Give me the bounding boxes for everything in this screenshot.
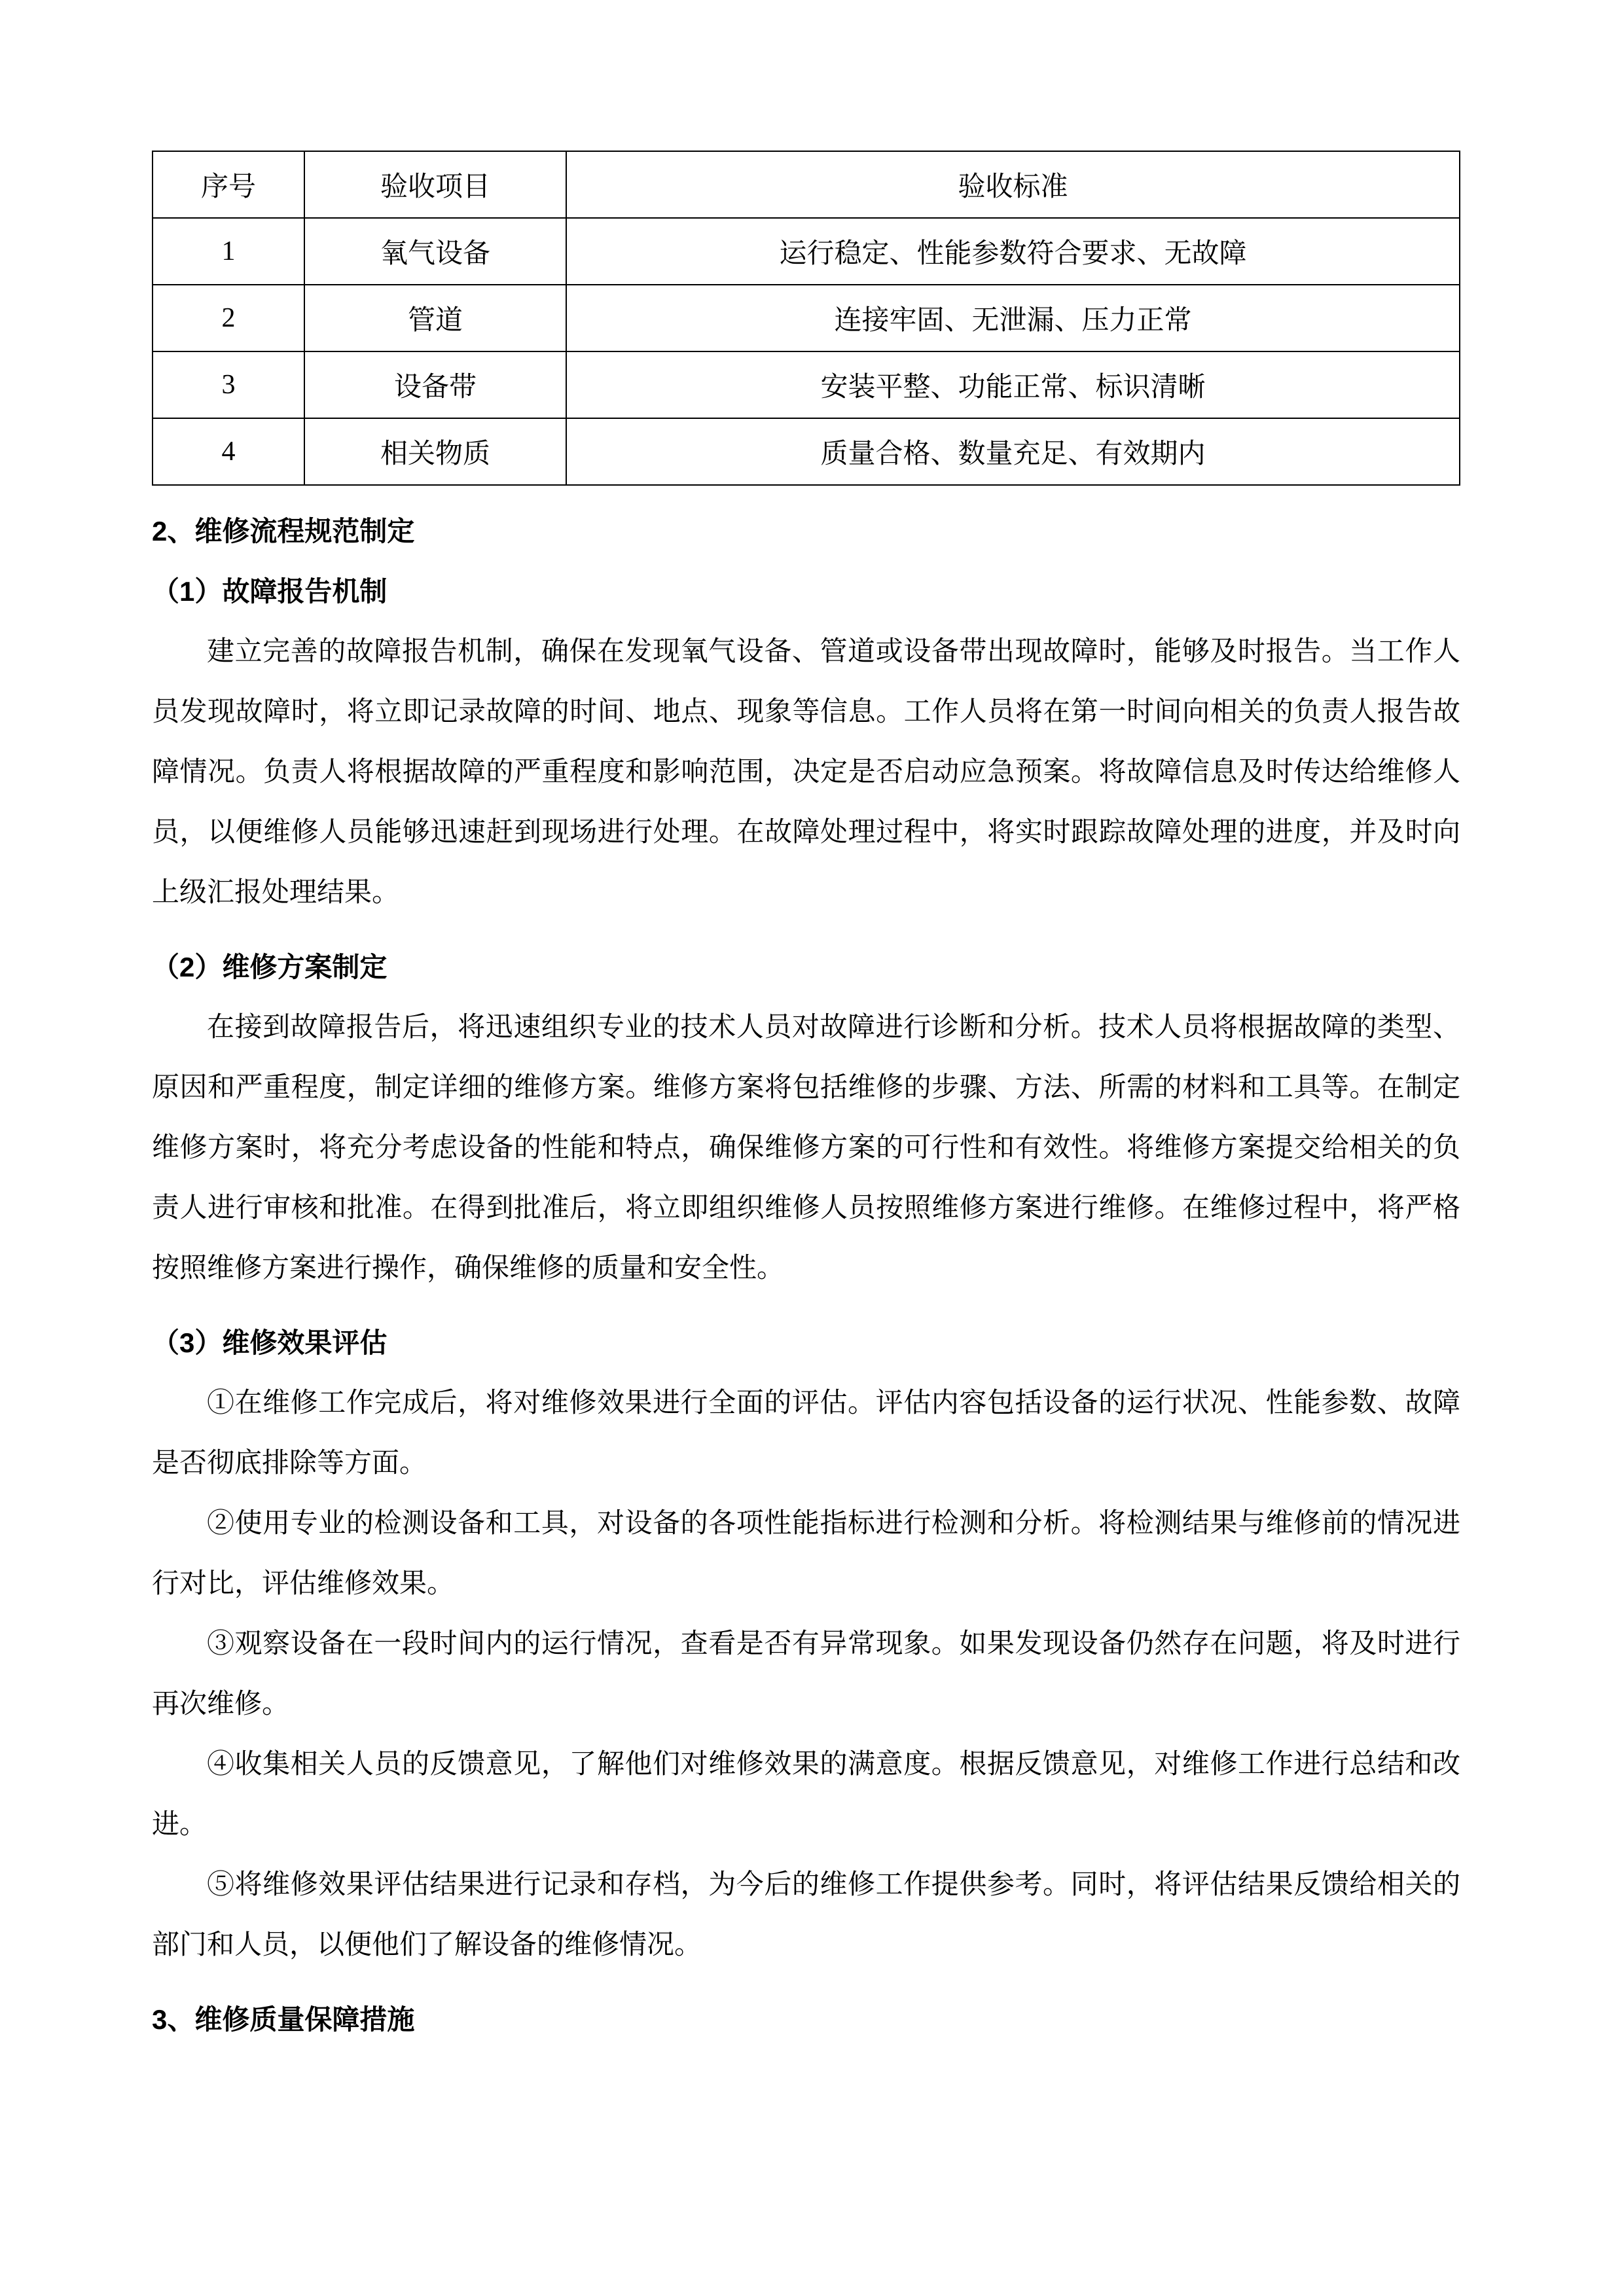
table-header-row — [153, 151, 1460, 218]
subsection-heading-1: （1）故障报告机制 — [152, 576, 388, 607]
table-cell: 氧气设备 — [304, 218, 566, 285]
table-cell: 2 — [153, 285, 304, 351]
table-row — [153, 418, 1460, 485]
document-body — [152, 501, 1460, 2050]
paragraph-repair-plan: 在接到故障报告后，将迅速组织专业的技术人员对故障进行诊断和分析。技术人员将根据故障的类型、原因和严重程度，制定详细的维修方案。维修方案将包括维修的步骤、方法、所需的材料和工具等。在制定维修方案时，将充分考虑设备的性能和特点，确保维修方案的可行性和有效性。将维修方案提交给相关的负责人进行审核和批准。在得到批准后，将立即组织维修人员按照维修方案进行维修。在维修过程中，将严格按照维修方案进行操作，确保维修的质量和安全性。 — [152, 1013, 1460, 1283]
table-cell: 连接牢固、无泄漏、压力正常 — [566, 285, 1460, 351]
table-cell: 4 — [153, 418, 304, 485]
list-item-5: ⑤将维修效果评估结果进行记录和存档，为今后的维修工作提供参考。同时，将评估结果反馈给相关的部门和人员，以便他们了解设备的维修情况。 — [152, 1870, 1460, 1960]
list-item-3: ③观察设备在一段时间内的运行情况，查看是否有异常现象。如果发现设备仍然存在问题，将及时进行再次维修。 — [152, 1629, 1460, 1719]
subsection-heading-3: （3）维修效果评估 — [152, 1327, 388, 1358]
table-row — [153, 218, 1460, 285]
table-header-cell: 验收项目 — [304, 151, 566, 218]
table-row — [153, 285, 1460, 351]
table-cell: 运行稳定、性能参数符合要求、无故障 — [566, 218, 1460, 285]
table-cell: 相关物质 — [304, 418, 566, 485]
table-cell: 3 — [153, 351, 304, 418]
subsection-heading-2: （2）维修方案制定 — [152, 952, 388, 982]
table-cell: 安装平整、功能正常、标识清晰 — [566, 351, 1460, 418]
table-header-cell: 验收标准 — [566, 151, 1460, 218]
list-item-4: ④收集相关人员的反馈意见，了解他们对维修效果的满意度。根据反馈意见，对维修工作进行总结和改进。 — [152, 1749, 1460, 1840]
table-header-cell: 序号 — [153, 151, 304, 218]
list-item-1: ①在维修工作完成后，将对维修效果进行全面的评估。评估内容包括设备的运行状况、性能参数、故障是否彻底排除等方面。 — [152, 1388, 1460, 1479]
paragraph-fault-report: 建立完善的故障报告机制，确保在发现氧气设备、管道或设备带出现故障时，能够及时报告。当工作人员发现故障时，将立即记录故障的时间、地点、现象等信息。工作人员将在第一时间向相关的负责人报告故障情况。负责人将根据故障的严重程度和影响范围，决定是否启动应急预案。将故障信息及时传达给维修人员，以便维修人员能够迅速赶到现场进行处理。在故障处理过程中，将实时跟踪故障处理的进度，并及时向上级汇报处理结果。 — [152, 637, 1460, 908]
table-row — [153, 351, 1460, 418]
list-item-2: ②使用专业的检测设备和工具，对设备的各项性能指标进行检测和分析。将检测结果与维修前的情况进行对比，评估维修效果。 — [152, 1509, 1460, 1599]
table-cell: 质量合格、数量充足、有效期内 — [566, 418, 1460, 485]
table-cell: 管道 — [304, 285, 566, 351]
table-cell: 设备带 — [304, 351, 566, 418]
acceptance-table — [152, 151, 1460, 486]
section-heading-2: 2、维修流程规范制定 — [152, 516, 415, 547]
table-cell: 1 — [153, 218, 304, 285]
section-heading-3: 3、维修质量保障措施 — [152, 2004, 415, 2035]
